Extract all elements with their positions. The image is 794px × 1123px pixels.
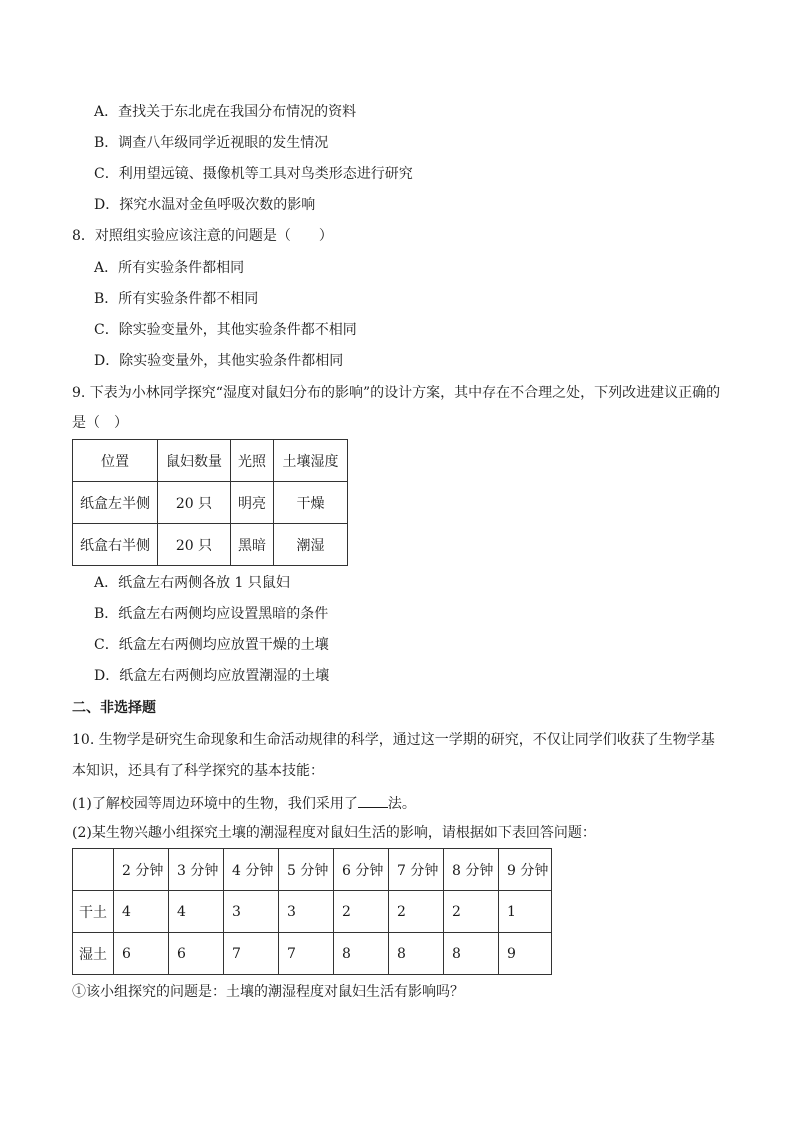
q9-option-b: B．纸盒左右两侧均应设置黑暗的条件	[94, 606, 329, 622]
q8-option-c: C．除实验变量外，其他实验条件都不相同	[94, 322, 357, 338]
q9-table-header: 鼠妇数量	[158, 440, 231, 482]
q10-table-header: 6 分钟	[334, 849, 389, 891]
table-row	[73, 891, 552, 933]
q8-option-a: A．所有实验条件都相同	[94, 260, 245, 276]
q10-table-cell: 6	[169, 933, 224, 975]
q10-table-cell: 4	[114, 891, 169, 933]
q10-table-header: 8 分钟	[444, 849, 499, 891]
q9-table-header: 位置	[73, 440, 158, 482]
q10-table-cell: 6	[114, 933, 169, 975]
q8-stem: 8．对照组实验应该注意的问题是（ ）	[72, 228, 333, 244]
q7-option-a: A．查找关于东北虎在我国分布情况的资料	[94, 104, 357, 120]
q9-table-cell: 纸盒右半侧	[73, 524, 158, 566]
q9-table-cell: 纸盒左半侧	[73, 482, 158, 524]
q9-table-cell: 20 只	[158, 524, 231, 566]
q9-option-c: C．纸盒左右两侧均应放置干燥的土壤	[94, 637, 329, 653]
q10-table-cell: 2	[444, 891, 499, 933]
answer-blank[interactable]	[358, 793, 388, 808]
q10-row-label: 干土	[73, 891, 114, 933]
q10-table-header: 5 分钟	[279, 849, 334, 891]
q10-table	[72, 848, 552, 975]
q8-option-b: B．所有实验条件都不相同	[94, 291, 259, 307]
q10-table-header: 3 分钟	[169, 849, 224, 891]
q9-table-cell: 潮湿	[274, 524, 348, 566]
table-row	[73, 482, 348, 524]
section-heading: 二、非选择题	[72, 700, 156, 716]
q10-stem-line1: 10. 生物学是研究生命现象和生命活动规律的科学，通过这一学期的研究，不仅让同学们收获了生物学基	[72, 732, 715, 748]
q10-table-cell: 4	[169, 891, 224, 933]
q10-table-header: 9 分钟	[499, 849, 552, 891]
q8-option-d: D．除实验变量外，其他实验条件都相同	[94, 353, 344, 369]
q10-table-cell: 2	[334, 891, 389, 933]
q10-table-cell: 8	[389, 933, 444, 975]
q9-option-d: D．纸盒左右两侧均应放置潮湿的土壤	[94, 668, 330, 684]
table-row	[73, 933, 552, 975]
q9-stem-line2: 是（ ）	[72, 415, 128, 431]
q10-part1	[72, 793, 416, 813]
q10-table-cell: 3	[224, 891, 279, 933]
q7-option-b: B．调查八年级同学近视眼的发生情况	[94, 135, 329, 151]
q10-part2: (2)某生物兴趣小组探究土壤的潮湿程度对鼠妇生活的影响，请根据如下表回答问题：	[72, 825, 596, 841]
q7-option-c: C．利用望远镜、摄像机等工具对鸟类形态进行研究	[94, 166, 413, 182]
q10-table-cell: 7	[279, 933, 334, 975]
q10-table-header: 2 分钟	[114, 849, 169, 891]
q10-stem-line2: 本知识，还具有了科学探究的基本技能：	[72, 763, 324, 779]
q9-table-header: 土壤湿度	[274, 440, 348, 482]
q7-option-d: D．探究水温对金鱼呼吸次数的影响	[94, 197, 316, 213]
q10-table-cell: 8	[444, 933, 499, 975]
q10-table-cell: 2	[389, 891, 444, 933]
q10-table-cell: 3	[279, 891, 334, 933]
q10-table-cell: 7	[224, 933, 279, 975]
q9-table-cell: 干燥	[274, 482, 348, 524]
q10-table-cell: 8	[334, 933, 389, 975]
q9-stem-line1: 9. 下表为小林同学探究“湿度对鼠妇分布的影响”的设计方案，其中存在不合理之处，下列改进建议正确的	[72, 385, 721, 401]
q10-part1-suffix: 法。	[387, 796, 416, 812]
q10-row-label: 湿土	[73, 933, 114, 975]
q10-table-header: 4 分钟	[224, 849, 279, 891]
q10-part1-prefix: (1)了解校园等周边环境中的生物，我们采用了	[72, 796, 358, 812]
q10-table-header: 7 分钟	[389, 849, 444, 891]
q9-table-cell: 明亮	[231, 482, 274, 524]
q9-table-cell: 黑暗	[231, 524, 274, 566]
q10-table-cell: 9	[499, 933, 552, 975]
q9-option-a: A．纸盒左右两侧各放 1 只鼠妇	[94, 575, 290, 591]
q10-table-cell: 1	[499, 891, 552, 933]
q9-table-header: 光照	[231, 440, 274, 482]
q9-table	[72, 439, 348, 566]
q10-sub1: ①该小组探究的问题是：土壤的潮湿程度对鼠妇生活有影响吗？	[72, 984, 464, 1000]
table-row	[73, 524, 348, 566]
q10-table-header	[73, 849, 114, 891]
q9-table-cell: 20 只	[158, 482, 231, 524]
